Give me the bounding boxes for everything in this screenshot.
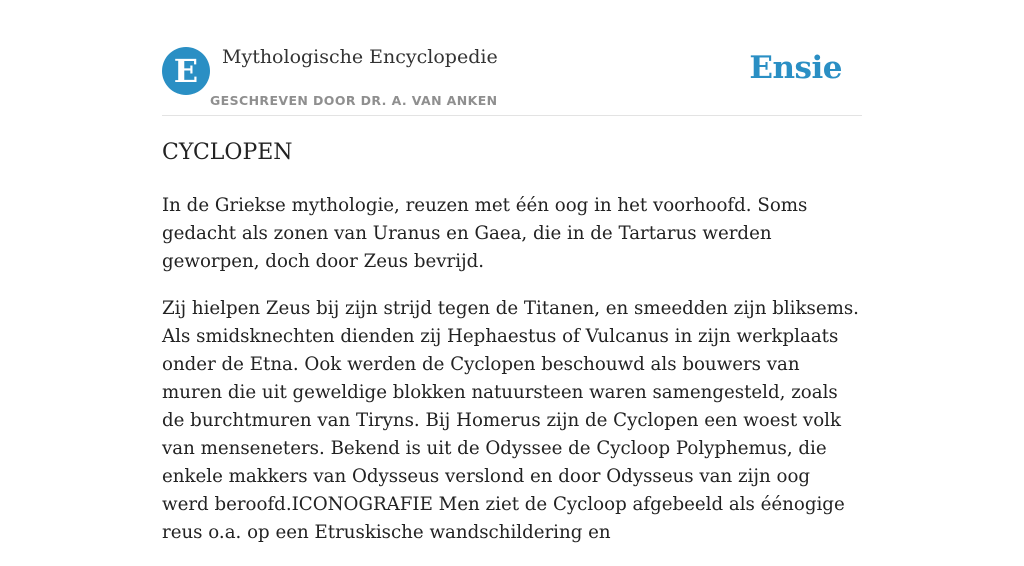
- article-paragraph: In de Griekse mythologie, reuzen met één oog in het voorhoofd. Soms gedacht als zonen van Uranus en Gaea, die in de Tartarus werden geworpen, doch door Zeus bevrijd.: [162, 195, 808, 272]
- article-body: [162, 192, 862, 566]
- encyclopedia-title[interactable]: Mythologische Encyclopedie: [222, 46, 498, 68]
- author-line: GESCHREVEN DOOR DR. A. VAN ANKEN: [210, 93, 498, 108]
- article-title: CYCLOPEN: [162, 140, 293, 165]
- ensie-logo[interactable]: Ensie: [749, 50, 842, 86]
- site-header: [162, 46, 862, 116]
- encyclopedia-logo-icon[interactable]: E: [162, 47, 210, 95]
- article-paragraph: Zij hielpen Zeus bij zijn strijd tegen de Titanen, en smeedden zijn bliksems. Als smidsknechten dienden zij Hephaestus of Vulcanus in zijn werkplaats onder de Etna. Ook werden de Cyclopen beschouwd als bouwers van muren die uit geweldige blokken natuursteen waren samengesteld, zoals de burchtmuren van Tiryns. Bij Homerus zijn de Cyclopen een woest volk van menseneters. Bekend is uit de Odyssee de Cycloop Polyphemus, die enkele makkers van Odysseus verslond en door Odysseus van zijn oog werd beroofd.ICONOGRAFIE Men ziet de Cycloop afgebeeld als éénogige reus o.a. op een Etruskische wandschildering en: [162, 298, 859, 543]
